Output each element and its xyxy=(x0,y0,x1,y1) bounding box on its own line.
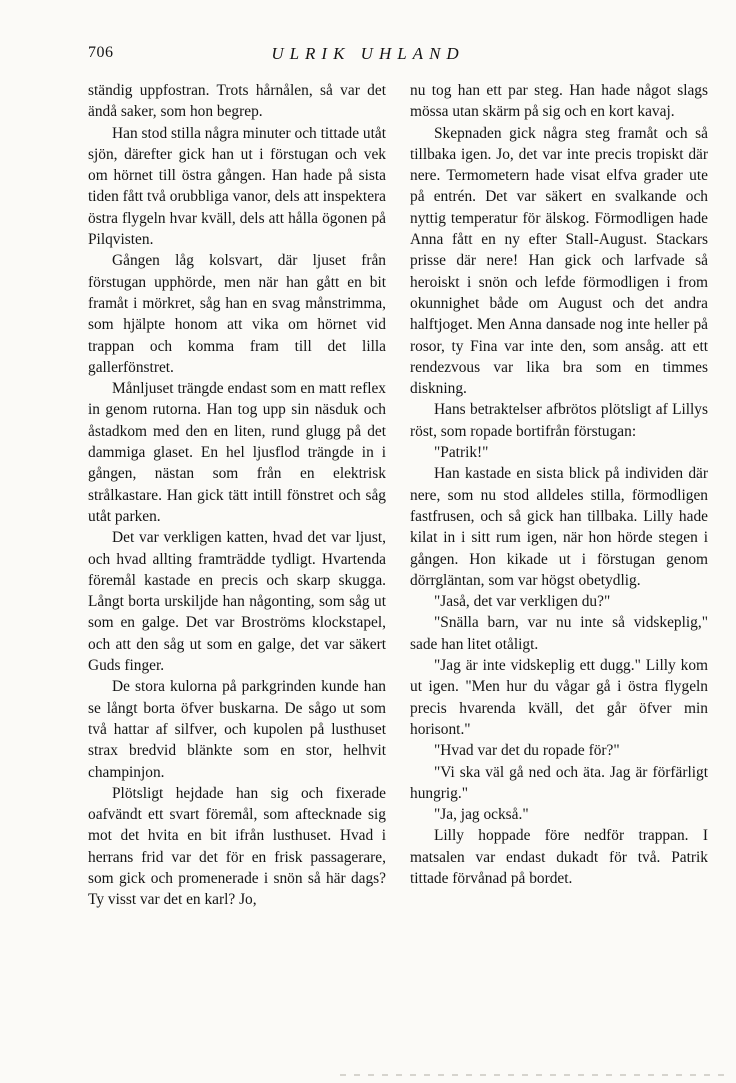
right-text-column xyxy=(410,80,708,889)
paragraph: De stora kulorna på parkgrinden kunde han se långt borta öfver buskarna. De sågo ut som två hattar af silfver, och kupolen på lusthuset strax bredvid blänkte som en stor, helhvit champinjon. xyxy=(88,678,386,781)
paragraph: Skepnaden gick några steg framåt och så tillbaka igen. Jo, det var inte precis tropiskt där nere. Termometern hade visat elfva grader ute på entrén. Det var säkert en svalkande och nyttig temperatur för älskog. Förmodligen hade Anna fått en ny efter Stall-August. Stackars prisse där nere! Han gick och larfvade så heroiskt i snön och lefde förmodligen i from okunnighet både om August och det andra halftjoget. Men Anna dansade nog inte heller på rosor, ty Fina var inte den, som ansåg. att ett rendezvous var lika bra som en timmes diskning. xyxy=(410,124,708,398)
running-title: ULRIK UHLAND xyxy=(271,44,465,63)
paragraph: ständig uppfostran. Trots hårnålen, så var det ändå saker, som hon begrep. xyxy=(88,82,386,121)
paragraph: "Jag är inte vidskeplig ett dugg." Lilly kom ut igen. "Men hur du vågar gå i östra flygeln precis hvarenda kväll, det går öfver min horisont." xyxy=(410,657,708,738)
paragraph: Det var verkligen katten, hvad det var ljust, och hvad allting framträdde tydligt. Hvartenda föremål kastade en precis och skarp skugga. Långt borta urskiljde han någonting, som såg ut som en galge. Det var Broströms klockstapel, och att den såg ut som en galge, det var säkert Guds finger. xyxy=(88,529,386,675)
paragraph: "Hvad var det du ropade för?" xyxy=(434,742,620,760)
paragraph: "Snälla barn, var nu inte så vidskeplig," sade han litet otåligt. xyxy=(410,614,708,653)
paragraph: Lilly hoppade före nedför trappan. I matsalen var endast dukadt för två. Patrik tittade förvånad på bordet. xyxy=(410,827,708,887)
page-header xyxy=(0,44,736,68)
paragraph: Han kastade en sista blick på individen där nere, som nu stod alldeles stilla, förmodligen fastfrusen, och så gick han tillbaka. Lilly hade kilat in i sitt rum igen, när hon hörde stegen i gången. Hon kikade ut i förstugan genom dörrgläntan, som var högst obetydlig. xyxy=(410,465,708,589)
paragraph: Plötsligt hejdade han sig och fixerade oafvändt ett svart föremål, som aftecknade sig mot det hvita en bit ifrån lusthuset. Hvad i herrans frid var det för en frisk passagerare, som gick och promenerade i snön så här dags? Ty visst var det en karl? Jo, xyxy=(88,784,386,909)
scan-artifact xyxy=(340,1074,730,1076)
page-number: 706 xyxy=(88,44,114,61)
left-text-column xyxy=(88,80,386,911)
paragraph: Gången låg kolsvart, där ljuset från förstugan upphörde, men när han gått en bit framåt i mörkret, såg han en svag månstrimma, som hjälpte honom att vika om hörnet vid trappan och komma fram till det lilla gallerfönstret. xyxy=(88,252,386,376)
paragraph: "Vi ska väl gå ned och äta. Jag är förfärligt hungrig." xyxy=(410,763,708,802)
paragraph: "Patrik!" xyxy=(434,444,489,462)
paragraph: Hans betraktelser afbrötos plötsligt af Lillys röst, som ropade bortifrån förstugan: xyxy=(410,401,708,440)
paragraph: Han stod stilla några minuter och tittade utåt sjön, därefter gick han ut i förstugan och vek om hörnet till östra gången. Han hade på sista tiden fått två orubbliga vanor, dels att inspektera östra flygeln hvar kväll, dels att hålla ögonen på Pilqvisten. xyxy=(88,124,386,249)
paragraph: nu tog han ett par steg. Han hade något slags mössa utan skärm på sig och en kort kavaj. xyxy=(410,82,708,121)
paragraph: Månljuset trängde endast som en matt reflex in genom rutorna. Han tog upp sin näsduk och åstadkom med den en liten, rund glugg på det dammiga glaset. En hel ljusflod trängde in i gången, nästan som från en elektrisk strålkastare. Han gick tätt intill fönstret och såg utåt parken. xyxy=(88,380,386,525)
paragraph: "Jaså, det var verkligen du?" xyxy=(434,593,611,611)
paragraph: "Ja, jag också." xyxy=(434,806,529,824)
